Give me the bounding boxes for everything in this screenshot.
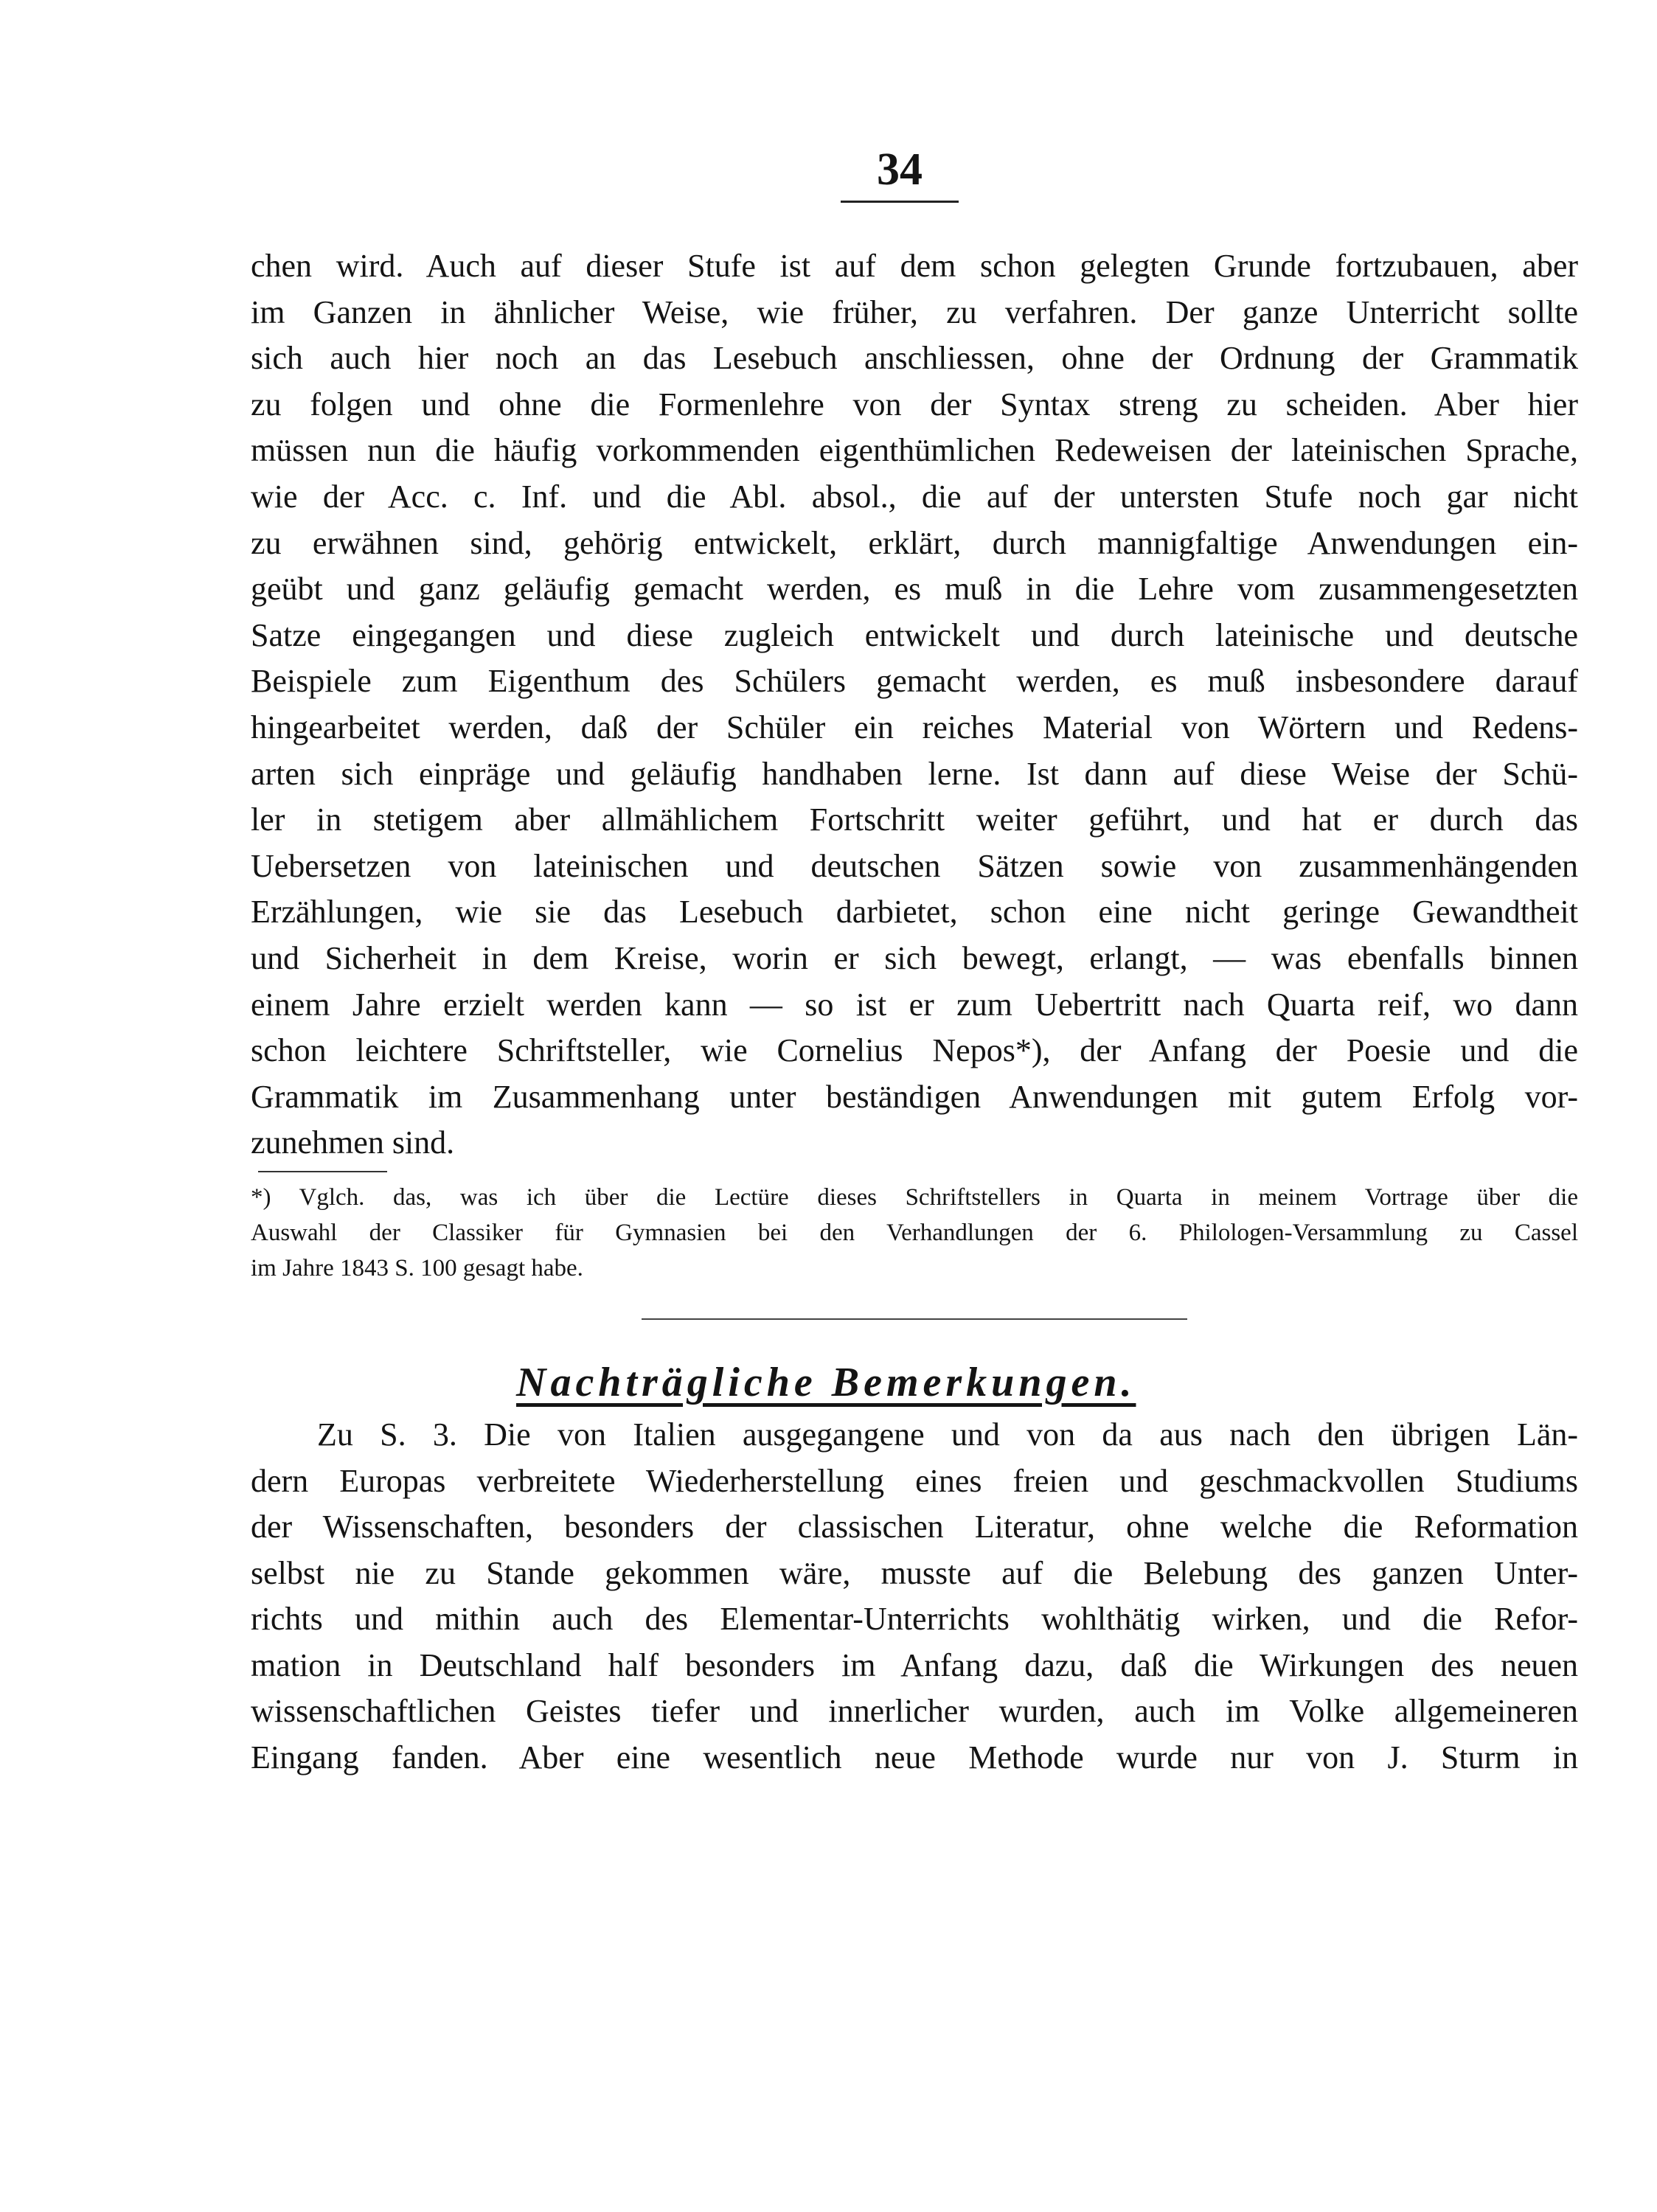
section-heading: Nachträgliche Bemerkungen. [516, 1360, 1136, 1405]
footnote-line: Auswahl der Classiker für Gymnasien bei den Verhandlungen der 6. Philologen-Versammlung zu Cassel [251, 1220, 1578, 1246]
body-line: chen wird. Auch auf dieser Stufe ist auf dem schon gelegten Grunde fortzubauen, aber [251, 248, 1578, 284]
remarks-line: Zu S. 3. Die von Italien ausgegangene und von da aus nach den übrigen Län- [317, 1416, 1578, 1453]
body-line: einem Jahre erzielt werden kann — so ist er zum Uebertritt nach Quarta reif, wo dann [251, 986, 1578, 1023]
body-line: zu erwähnen sind, gehörig entwickelt, erklärt, durch mannigfaltige Anwendungen ein- [251, 524, 1578, 561]
body-line: sich auch hier noch an das Lesebuch anschliessen, ohne der Ordnung der Grammatik [251, 340, 1578, 377]
footnote-line: *) Vglch. das, was ich über die Lectüre dieses Schriftstellers in Quarta in meinem Vortrage über die [251, 1184, 1578, 1211]
body-line: zunehmen sind. [251, 1124, 455, 1161]
body-line: zu folgen und ohne die Formenlehre von der Syntax streng zu scheiden. Aber hier [251, 386, 1578, 422]
body-line: Grammatik im Zusammenhang unter beständigen Anwendungen mit gutem Erfolg vor- [251, 1078, 1578, 1115]
body-line: hingearbeitet werden, daß der Schüler ein reiches Material von Wörtern und Redens- [251, 709, 1578, 745]
page-number: 34 [877, 145, 923, 195]
body-line: Beispiele zum Eigenthum des Schülers gemacht werden, es muß insbesondere darauf [251, 663, 1578, 700]
body-line: ler in stetigem aber allmählichem Fortschritt weiter geführt, und hat er durch das [251, 801, 1578, 838]
body-line: im Ganzen in ähnlicher Weise, wie früher, zu verfahren. Der ganze Unterricht sollte [251, 293, 1578, 330]
page-number-underline [841, 201, 959, 203]
body-line: arten sich einpräge und geläufig handhaben lerne. Ist dann auf diese Weise der Schü- [251, 755, 1578, 792]
body-line: müssen nun die häufig vorkommenden eigenthümlichen Redeweisen der lateinischen Sprache, [251, 432, 1578, 469]
body-line: schon leichtere Schriftsteller, wie Cornelius Nepos*), der Anfang der Poesie und die [251, 1032, 1578, 1069]
remarks-line: wissenschaftlichen Geistes tiefer und innerlicher wurden, auch im Volke allgemeineren [251, 1693, 1578, 1729]
remarks-line: der Wissenschaften, besonders der classischen Literatur, ohne welche die Reformation [251, 1509, 1578, 1545]
remarks-line: dern Europas verbreitete Wiederherstellung eines freien und geschmackvollen Studiums [251, 1462, 1578, 1499]
body-line: Uebersetzen von lateinischen und deutschen Sätzen sowie von zusammenhängenden [251, 847, 1578, 884]
body-line: und Sicherheit in dem Kreise, worin er sich bewegt, erlangt, — was ebenfalls binnen [251, 939, 1578, 976]
footnote [251, 1180, 1578, 1286]
footnote-line: im Jahre 1843 S. 100 gesagt habe. [251, 1255, 583, 1281]
body-line: Satze eingegangen und diese zugleich entwickelt und durch lateinische und deutsche [251, 616, 1578, 653]
remarks-line: mation in Deutschland half besonders im Anfang dazu, daß die Wirkungen des neuen [251, 1646, 1578, 1683]
footnote-separator [258, 1171, 387, 1172]
body-line: wie der Acc. c. Inf. und die Abl. absol., die auf der untersten Stufe noch gar nicht [251, 478, 1578, 515]
section-separator [642, 1318, 1187, 1320]
remarks-line: richts und mithin auch des Elementar-Unterrichts wohlthätig wirken, und die Refor- [251, 1601, 1578, 1637]
remarks-line: selbst nie zu Stande gekommen wäre, musste auf die Belebung des ganzen Unter- [251, 1554, 1578, 1591]
remarks-line: Eingang fanden. Aber eine wesentlich neue Methode wurde nur von J. Sturm in [251, 1739, 1578, 1775]
body-paragraph [251, 243, 1578, 1166]
body-line: Erzählungen, wie sie das Lesebuch darbietet, schon eine nicht geringe Gewandtheit [251, 894, 1578, 931]
remarks-paragraph [251, 1412, 1578, 1781]
body-line: geübt und ganz geläufig gemacht werden, es muß in die Lehre vom zusammengesetzten [251, 571, 1578, 608]
